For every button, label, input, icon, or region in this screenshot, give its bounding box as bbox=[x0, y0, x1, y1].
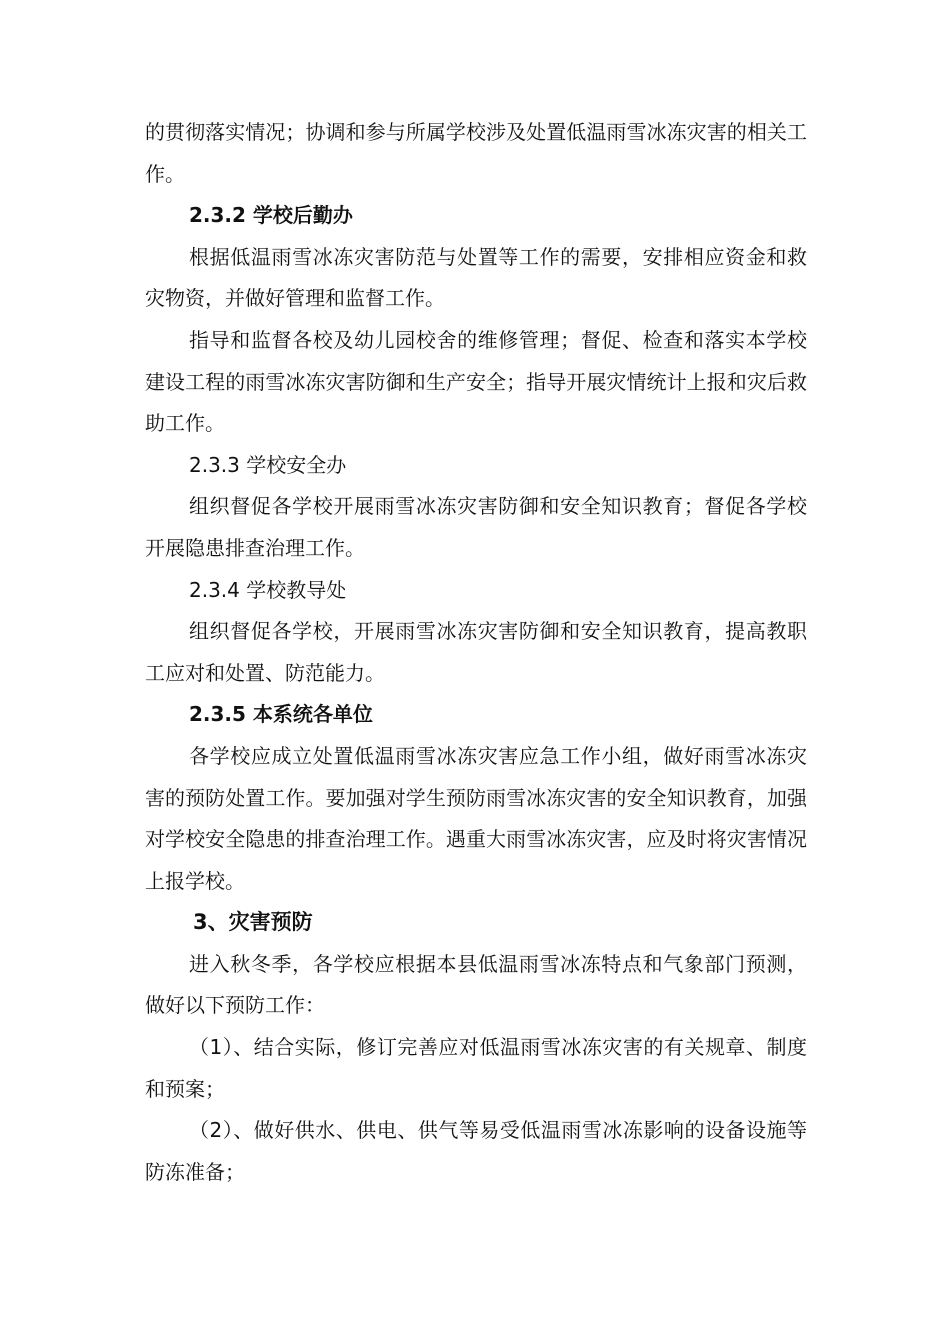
heading-2-3-2: 2.3.2 学校后勤办 bbox=[189, 203, 353, 228]
heading-section-3: 3、灾害预防 bbox=[193, 910, 313, 935]
paragraph-logistics-funding: 根据低温雨雪冰冻灾害防范与处置等工作的需要，安排相应资金和救灾物资，并做好管理和监督工作。 bbox=[145, 244, 807, 311]
paragraph-safety-office: 组织督促各学校开展雨雪冰冻灾害防御和安全知识教育；督促各学校开展隐患排查治理工作。 bbox=[145, 494, 807, 560]
heading-2-3-3: 2.3.3 学校安全办 bbox=[189, 452, 347, 477]
paragraph-teaching-office: 组织督促各学校，开展雨雪冰冻灾害防御和安全知识教育，提高教职工应对和处置、防范能力。 bbox=[145, 619, 807, 685]
heading-2-3-4: 2.3.4 学校教导处 bbox=[189, 577, 347, 602]
list-item-2: （2）、做好供水、供电、供气等易受低温雨雪冰冻影响的设备设施等防冻准备； bbox=[145, 1118, 807, 1184]
paragraph-logistics-maintenance: 指导和监督各校及幼儿园校舍的维修管理；督促、检查和落实本学校建设工程的雨雪冰冻灾害防御和生产安全；指导开展灾情统计上报和灾后救助工作。 bbox=[145, 327, 807, 436]
heading-2-3-5: 2.3.5 本系统各单位 bbox=[189, 702, 373, 727]
paragraph-continued: 的贯彻落实情况；协调和参与所属学校涉及处置低温雨雪冰冻灾害的相关工作。 bbox=[145, 120, 807, 186]
document-body bbox=[145, 112, 807, 1193]
paragraph-prevention-intro: 进入秋冬季，各学校应根据本县低温雨雪冰冻特点和气象部门预测，做好以下预防工作： bbox=[145, 951, 807, 1018]
paragraph-all-units: 各学校应成立处置低温雨雪冰冻灾害应急工作小组，做好雨雪冰冻灾害的预防处置工作。要加强对学生预防雨雪冰冻灾害的安全知识教育，加强对学校安全隐患的排查治理工作。遇重大雨雪冰冻灾害，应及时将灾害情况上报学校。 bbox=[145, 743, 807, 893]
list-item-1: （1）、结合实际，修订完善应对低温雨雪冰冻灾害的有关规章、制度和预案； bbox=[145, 1035, 807, 1101]
